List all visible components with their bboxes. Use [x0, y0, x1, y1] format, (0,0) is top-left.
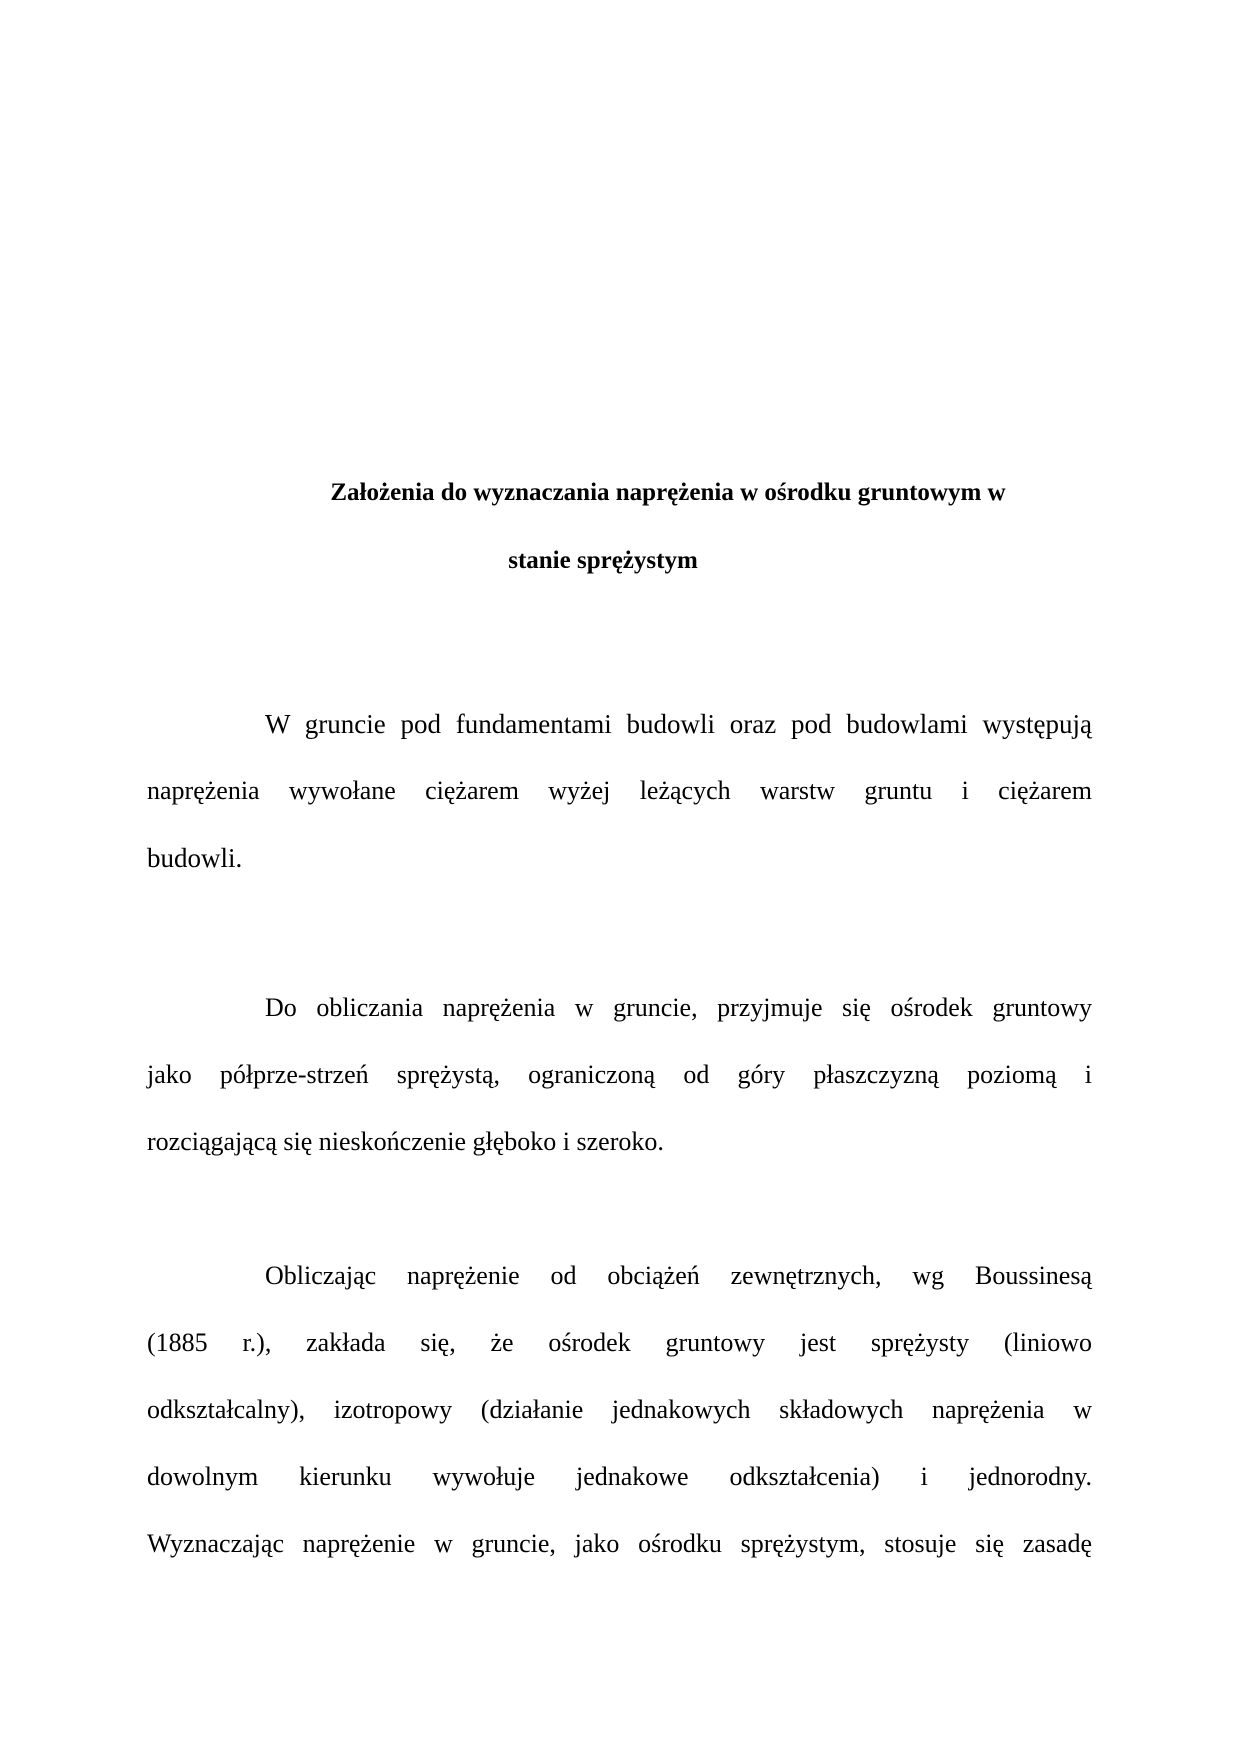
paragraph-2-line-1: Do obliczania naprężenia w gruncie, przyjmuje się ośrodek gruntowy	[265, 993, 1092, 1022]
paragraph-1-line-1: W gruncie pod fundamentami budowli oraz pod budowlami występują	[265, 709, 1092, 739]
paragraph-3-line-1: Obliczając naprężenie od obciążeń zewnętrznych, wg Boussinesą	[265, 1261, 1092, 1290]
paragraph-3-line-4: dowolnym kierunku wywołuje jednakowe odkształcenia) i jednorodny.	[147, 1462, 1092, 1491]
paragraph-2-line-2: jako półprze-strzeń sprężystą, ograniczoną od góry płaszczyzną poziomą i	[147, 1060, 1092, 1089]
paragraph-1-line-3: budowli.	[147, 843, 243, 873]
paragraph-3-line-3: odkształcalny), izotropowy (działanie jednakowych składowych naprężenia w	[147, 1395, 1092, 1424]
paragraph-3-line-5: Wyznaczając naprężenie w gruncie, jako ośrodku sprężystym, stosuje się zasadę	[147, 1529, 1092, 1558]
paragraph-2-line-3: rozciągającą się nieskończenie głęboko i szeroko.	[147, 1127, 664, 1156]
paragraph-3-line-2: (1885 r.), zakłada się, że ośrodek gruntowy jest sprężysty (liniowo	[147, 1328, 1092, 1357]
document-title-line-1: Założenia do wyznaczania naprężenia w ośrodku gruntowym w	[330, 479, 1006, 506]
paragraph-1-line-2: naprężenia wywołane ciężarem wyżej leżących warstw gruntu i ciężarem	[147, 776, 1092, 805]
document-title-line-2: stanie sprężystym	[508, 547, 698, 574]
